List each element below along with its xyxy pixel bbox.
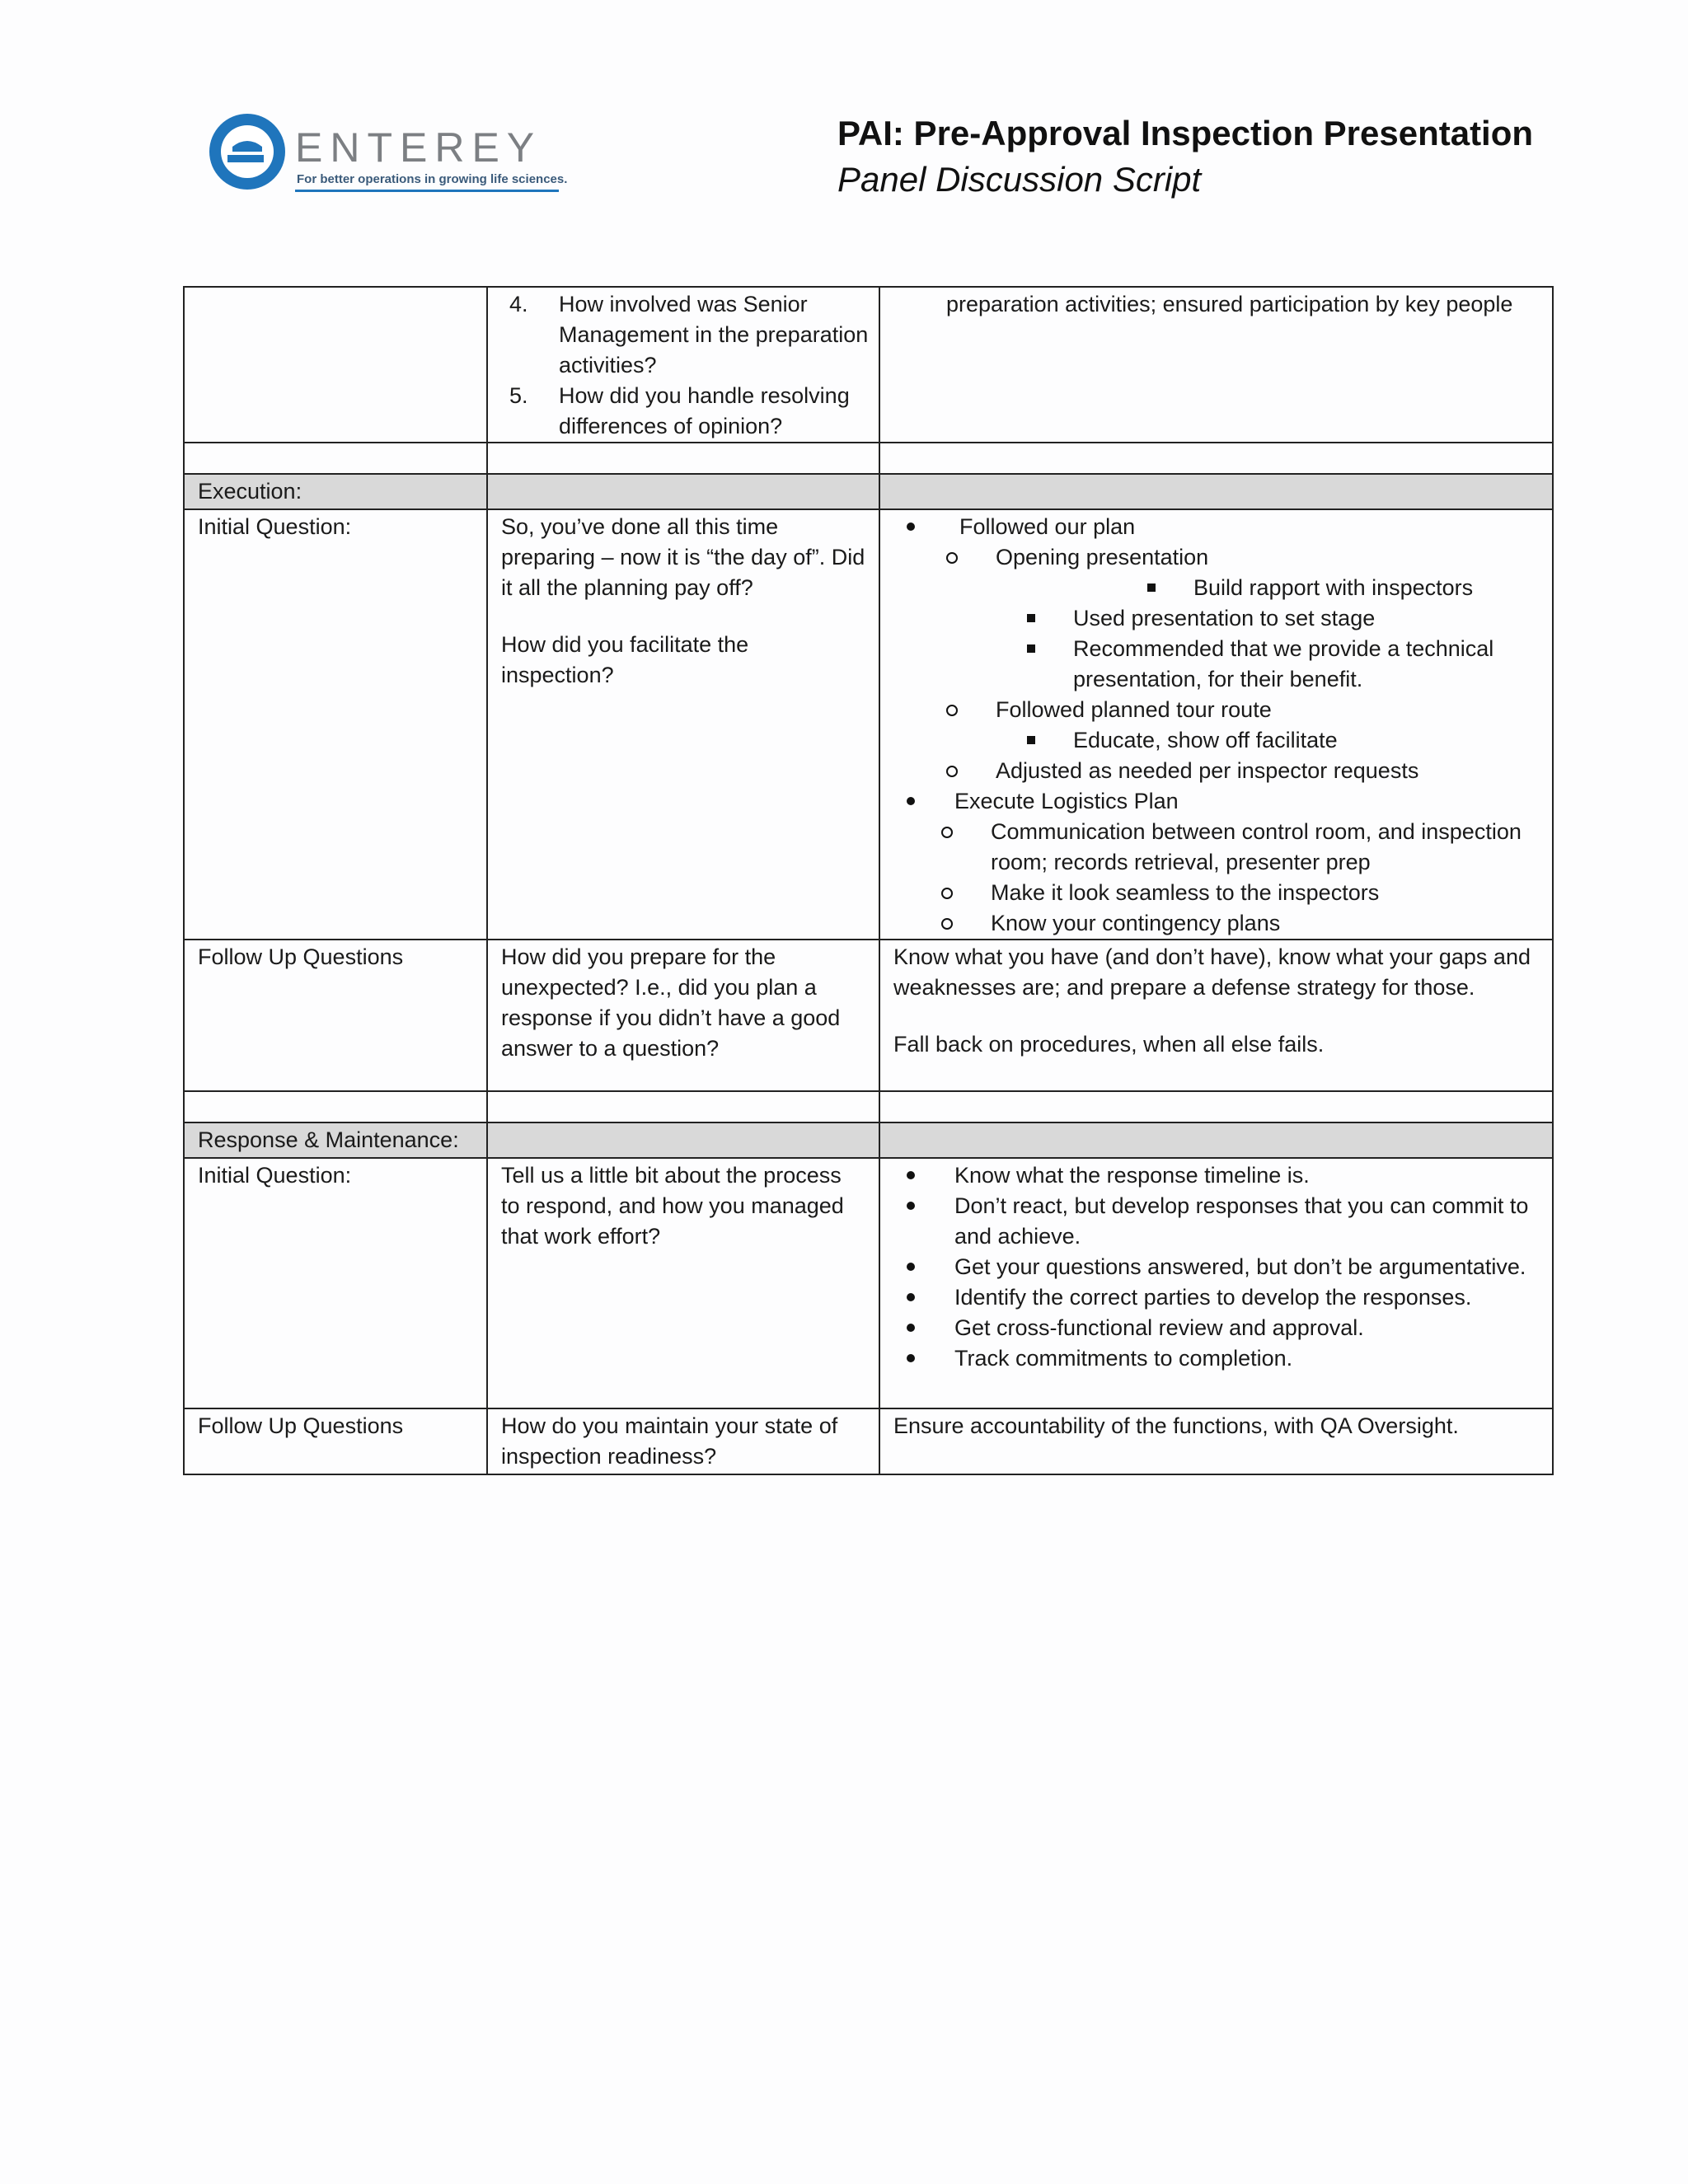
question-cell: How do you maintain your state of inspection readiness?: [487, 1408, 879, 1474]
row-label: Follow Up Questions: [184, 940, 487, 1091]
list-item: Used presentation to set stage: [880, 603, 1552, 634]
square-bullet-icon: [1147, 583, 1156, 592]
section-row-response: [184, 1122, 1553, 1158]
list-item: Communication between control room, and inspection room; records retrieval, presenter prep: [880, 817, 1552, 878]
square-bullet-icon: [1027, 736, 1035, 744]
bullet-icon: [907, 523, 915, 531]
page-title: PAI: Pre-Approval Inspection Presentation: [837, 114, 1534, 152]
square-bullet-icon: [1027, 614, 1035, 622]
list-item: Execute Logistics Plan: [880, 786, 1552, 817]
circle-bullet-icon: [941, 918, 953, 930]
page-subtitle: Panel Discussion Script: [837, 160, 1202, 199]
section-label: Execution:: [184, 474, 487, 509]
list-item: Adjusted as needed per inspector requests: [880, 756, 1552, 786]
section-row-execution: [184, 474, 1553, 509]
question-cell: Tell us a little bit about the process to respond, and how you managed that work effort?: [487, 1158, 879, 1408]
enterey-logo: [208, 110, 570, 201]
list-item: Followed our plan: [880, 512, 1552, 542]
list-item: Opening presentation: [880, 542, 1552, 573]
table-row: [184, 1091, 1553, 1122]
logo-tagline: For better operations in growing life sciences.: [297, 172, 568, 186]
bullet-icon: [907, 797, 915, 805]
bullet-icon: [907, 1202, 915, 1210]
list-item: Get your questions answered, but don’t be argumentative.: [880, 1252, 1552, 1282]
list-item: 5. How did you handle resolving differences of opinion?: [509, 383, 850, 438]
list-item: Followed planned tour route: [880, 695, 1552, 725]
list-item: Get cross-functional review and approval.: [880, 1313, 1552, 1343]
table-row: [184, 940, 1553, 1091]
question-cell: So, you’ve done all this time preparing – now it is “the day of”. Did it all the planning pay off? How did you facilitate the inspection?: [487, 509, 879, 940]
section-label: Response & Maintenance:: [184, 1122, 487, 1158]
table-row: [184, 443, 1553, 474]
circle-bullet-icon: [946, 552, 958, 564]
answer-text: preparation activities; ensured participation by key people: [946, 292, 1513, 316]
question-cell: How did you prepare for the unexpected? I.e., did you plan a response if you didn’t have a good answer to a question?: [487, 940, 879, 1091]
table-row: [184, 1158, 1553, 1408]
bullet-icon: [907, 1324, 915, 1332]
circle-bullet-icon: [946, 766, 958, 777]
answer-cell: [879, 509, 1553, 940]
table-row: [184, 1408, 1553, 1474]
list-item: Build rapport with inspectors: [880, 573, 1552, 603]
list-item: Don’t react, but develop responses that you can commit to and achieve.: [880, 1191, 1552, 1252]
list-item: 4. How involved was Senior Management in the preparation activities?: [509, 292, 869, 377]
bullet-icon: [907, 1263, 915, 1271]
table-row: [184, 509, 1553, 940]
answer-cell: Know what you have (and don’t have), know what your gaps and weaknesses are; and prepare a defense strategy for those. Fall back on procedures, when all else fails.: [879, 940, 1553, 1091]
table-cell: [487, 287, 879, 443]
list-item: Recommended that we provide a technical presentation, for their benefit.: [880, 634, 1552, 695]
row-label: Initial Question:: [184, 1158, 487, 1408]
answer-cell: Ensure accountability of the functions, with QA Oversight.: [879, 1408, 1553, 1474]
logo-wordmark: ENTEREY: [295, 124, 542, 171]
row-label: Follow Up Questions: [184, 1408, 487, 1474]
bullet-icon: [907, 1293, 915, 1301]
list-item: Identify the correct parties to develop the responses.: [880, 1282, 1552, 1313]
list-item: Know your contingency plans: [880, 908, 1552, 939]
list-item: Know what the response timeline is.: [880, 1160, 1552, 1191]
list-item: Track commitments to completion.: [880, 1343, 1552, 1374]
table-row: [184, 287, 1553, 443]
row-label: Initial Question:: [184, 509, 487, 940]
question-list: [488, 289, 879, 442]
table-cell: [184, 287, 487, 443]
list-item: Educate, show off facilitate: [880, 725, 1552, 756]
bullet-icon: [907, 1171, 915, 1179]
answer-cell: [879, 1158, 1553, 1408]
circle-bullet-icon: [941, 827, 953, 838]
bullet-icon: [907, 1354, 915, 1362]
square-bullet-icon: [1027, 644, 1035, 653]
panel-script-table: [183, 286, 1554, 1475]
table-cell: [879, 287, 1553, 443]
circle-bullet-icon: [946, 705, 958, 716]
list-item: Make it look seamless to the inspectors: [880, 878, 1552, 908]
circle-bullet-icon: [941, 888, 953, 899]
